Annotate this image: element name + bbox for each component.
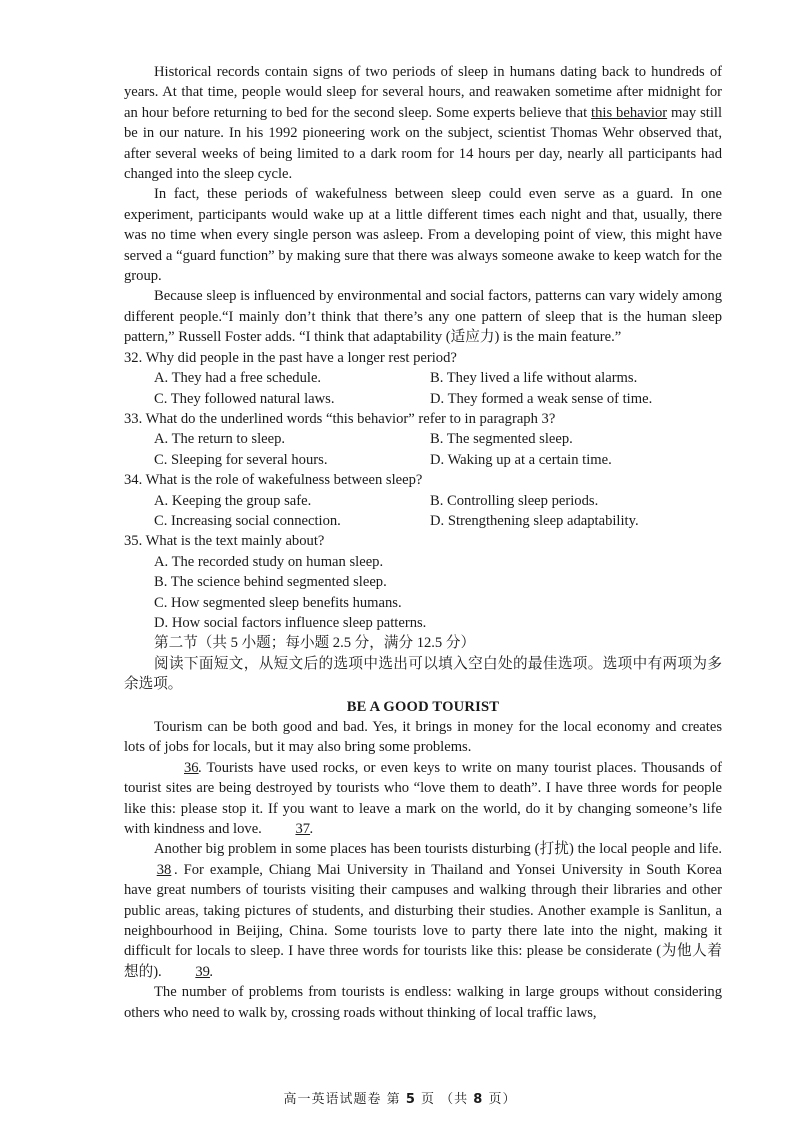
option-b: B. They lived a life without alarms. <box>430 370 638 387</box>
option-c: C. How segmented sleep benefits humans. <box>154 594 402 611</box>
underlined-phrase: this behavior <box>591 104 668 121</box>
page-footer <box>0 1088 800 1107</box>
passage2-paragraph-1: Tourism can be both good and bad. Yes, it brings in money for the local economy and creates lots of jobs for locals, but it may also bring some problems. <box>124 719 722 756</box>
option-b: B. The segmented sleep. <box>430 431 573 448</box>
paragraph-text: . <box>309 821 314 838</box>
page-number: 5 <box>405 1092 416 1107</box>
question-35-stem: 35. What is the text mainly about? <box>124 533 325 550</box>
blank-39: 39 <box>195 963 210 980</box>
option-c: C. They followed natural laws. <box>154 390 335 407</box>
paragraph-text: Another big problem in some places has been tourists disturbing (打扰) the local people and life. <box>154 841 722 858</box>
passage2-paragraph-4: The number of problems from tourists is endless: walking in large groups without considering others who need to walk by, crossing roads without thinking of local traffic laws, <box>124 984 722 1021</box>
option-b: B. Controlling sleep periods. <box>430 492 599 509</box>
option-d: D. Waking up at a certain time. <box>430 451 612 468</box>
question-32-stem: 32. Why did people in the past have a longer rest period? <box>124 349 457 366</box>
total-pages: 8 <box>473 1092 484 1107</box>
paragraph-text: may still be in our nature. In his 1992 pioneering work on the subject, scientist Thomas Wehr observed that, after several weeks of being limited to a dark room for 14 hours per day, nearly all participants had changed into the sleep cycle. <box>124 104 722 183</box>
question-33-options <box>124 429 722 470</box>
passage1-paragraph-2: In fact, these periods of wakefulness between sleep could even serve as a guard. In one experiment, participants would wake up at a little different times each night and that, usually, there was no time when every single person was asleep. From a developing point of view, this might have served a “guard function” by making sure that there was always someone awake to keep watch for the group. <box>124 186 722 285</box>
passage2-paragraph-3 <box>124 839 722 982</box>
blank-36: 36 <box>184 759 199 776</box>
question-35-options <box>124 552 722 634</box>
option-d: D. They formed a weak sense of time. <box>430 390 653 407</box>
footer-text: 页） <box>483 1092 517 1107</box>
blank-37: 37 <box>295 821 311 838</box>
question-34-options <box>124 491 722 532</box>
option-b: B. The science behind segmented sleep. <box>154 574 387 591</box>
paragraph-text: . Tourists have used rocks, or even keys to write on many tourist places. Thousands of tourist sites are being destroyed by tourists who “love them to death”. I have three words for people like this: please stop it. If you want to leave a mark on the world, do it by changing someone’s life with kindness and love. <box>124 759 722 838</box>
option-d: D. Strengthening sleep adaptability. <box>430 512 639 529</box>
option-c: C. Increasing social connection. <box>154 512 341 529</box>
question-32-options <box>124 368 722 409</box>
paragraph-text: Historical records contain signs of two periods of sleep in humans dating back to hundreds of years. At that time, people would sleep for several hours, and reawaken sometime after midnight for an hour before returning to bed for the second sleep. Some experts believe that <box>124 64 722 121</box>
paragraph-text: . For example, Chiang Mai University in Thailand and Yonsei University in South Korea have great numbers of tourists visiting their campuses and walking through their libraries and other public areas, taking pictures of students, and disturbing their studies. Another example is Sanlitun, a neighbourhood in Beijing, China. Some tourists love to party there late into the night, making it difficult for locals to sleep. I have three words for tourists like this: please be considerate (为他人着想的). <box>124 861 722 980</box>
footer-text: 高一英语试题卷 第 <box>283 1092 406 1107</box>
question-34-stem: 34. What is the role of wakefulness between sleep? <box>124 472 423 489</box>
exam-page <box>124 62 722 1023</box>
option-a: A. They had a free schedule. <box>154 370 322 387</box>
option-d: D. How social factors influence sleep patterns. <box>154 614 427 631</box>
blank-38: 38 <box>156 861 172 878</box>
option-a: A. Keeping the group safe. <box>154 492 312 509</box>
passage1-paragraph-3: Because sleep is influenced by environmental and social factors, patterns can vary widely among different people.“I mainly don’t think that there’s any one pattern of sleep that is the human sleep pattern,” Russell Foster adds. “I think that adaptability (适应力) is the main feature.” <box>124 288 722 346</box>
passage2-paragraph-2 <box>124 758 722 840</box>
footer-text: 页 （共 <box>415 1092 474 1107</box>
question-33-stem: 33. What do the underlined words “this behavior” refer to in paragraph 3? <box>124 410 556 427</box>
passage-title: BE A GOOD TOURIST <box>346 698 500 715</box>
paragraph-text: . <box>209 963 214 980</box>
section-instructions: 阅读下面短文，从短文后的选项中选出可以填入空白处的最佳选项。选项中有两项为多余选项。 <box>124 655 722 693</box>
section-heading: 第二节（共 5 小题；每小题 2.5 分，满分 12.5 分） <box>154 635 476 652</box>
passage1-paragraph-1 <box>124 62 722 184</box>
option-a: A. The return to sleep. <box>154 431 286 448</box>
option-a: A. The recorded study on human sleep. <box>154 553 384 570</box>
option-c: C. Sleeping for several hours. <box>154 451 328 468</box>
